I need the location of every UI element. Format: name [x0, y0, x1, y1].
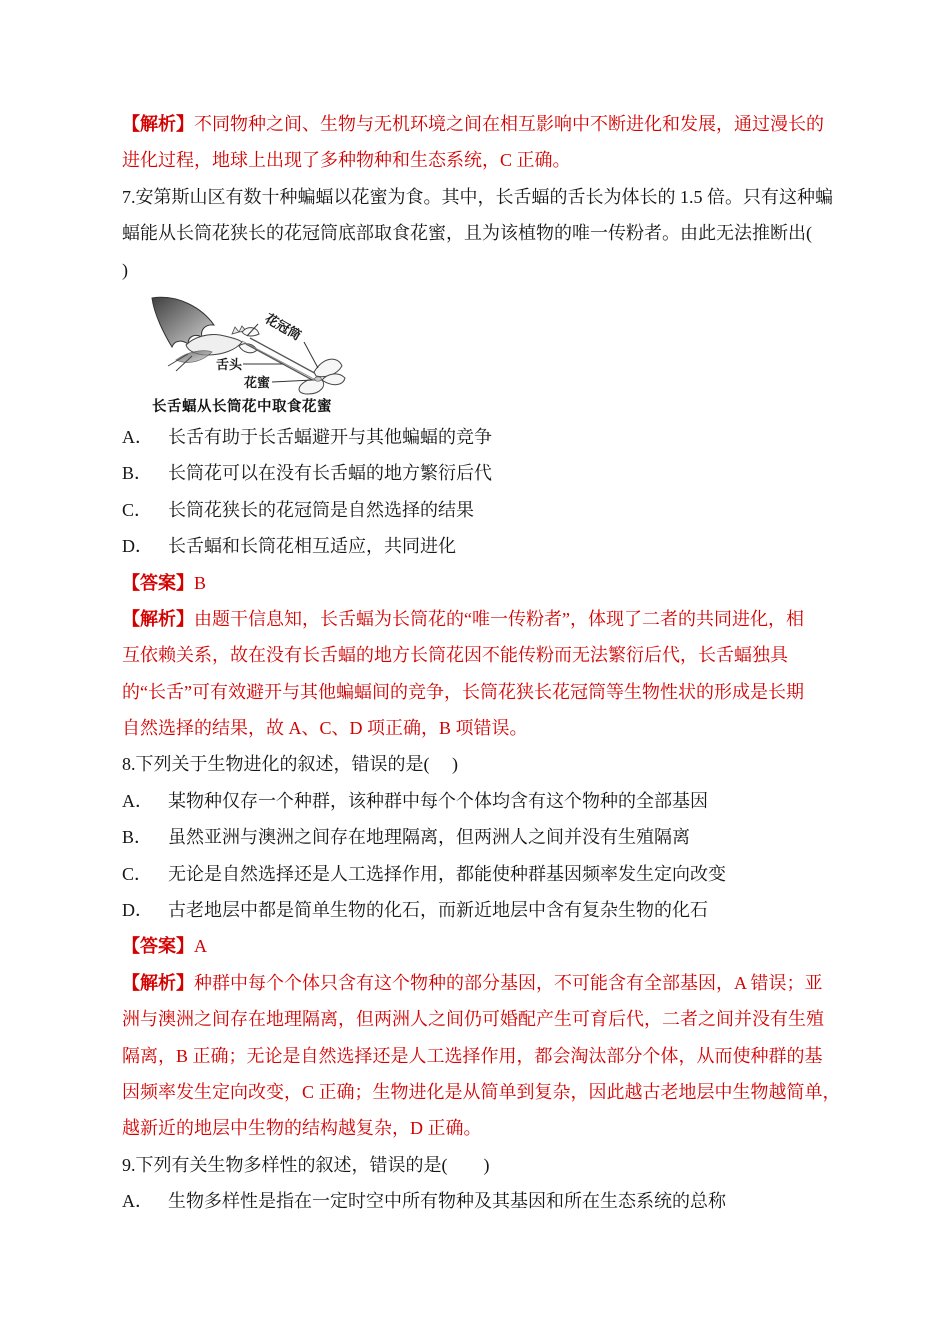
figure-label-tongue: 舌头	[216, 356, 243, 372]
option-text: 长筒花可以在没有长舌蝠的地方繁衍后代	[168, 463, 492, 484]
question-8-analysis-line: 因频率发生定向改变，C 正确；生物进化是从简单到复杂，因此越古老地层中生物越简单，	[122, 1081, 841, 1102]
question-8-analysis-line	[122, 965, 838, 1001]
question-8-option-d	[122, 892, 838, 928]
answer-value: B	[194, 572, 207, 593]
option-letter: B．	[122, 827, 153, 848]
question-7-analysis-line: 互依赖关系，故在没有长舌蝠的地方长筒花因不能传粉而无法繁衍后代，长舌蝠独具	[122, 645, 788, 666]
document-content	[122, 106, 841, 1220]
question-7-option-d	[122, 528, 838, 564]
bat-flower-illustration	[146, 294, 362, 398]
question-7-stem-line: 7.安第斯山区有数十种蝙蝠以花蜜为食。其中，长舌蝠的舌长为体长的 1.5 倍。只有这种蝙	[122, 186, 833, 207]
question-7-stem-line: )	[122, 259, 128, 280]
option-text: 长筒花狭长的花冠筒是自然选择的结果	[168, 499, 474, 520]
option-text: 生物多样性是指在一定时空中所有物种及其基因和所在生态系统的总称	[168, 1191, 726, 1212]
option-text: 长舌有助于长舌蝠避开与其他蝙蝠的竞争	[168, 426, 492, 447]
option-text: 某物种仅存一个种群，该种群中每个个体均含有这个物种的全部基因	[168, 790, 708, 811]
analysis-text: 种群中每个个体只含有这个物种的部分基因，不可能含有全部基因，A 错误；亚	[194, 972, 823, 993]
question-7-stem-line: 蝠能从长筒花狭长的花冠筒底部取食花蜜，且为该植物的唯一传粉者。由此无法推断出(	[122, 223, 812, 244]
question-8-option-c	[122, 856, 838, 892]
analysis-text: 由题干信息知，长舌蝠为长筒花的“唯一传粉者”，体现了二者的共同进化，相	[194, 608, 804, 629]
analysis-text: 不同物种之间、生物与无机环境之间在相互影响中不断进化和发展，通过漫长的	[194, 114, 824, 134]
option-letter: B．	[122, 463, 153, 484]
question-8-option-a	[122, 783, 838, 819]
question-9-option-a	[122, 1183, 838, 1219]
analysis-paragraph-line: 进化过程，地球上出现了多种物种和生态系统，C 正确。	[122, 150, 571, 171]
figure-caption: 长舌蝠从长筒花中取食花蜜	[152, 398, 332, 415]
option-text: 虽然亚洲与澳洲之间存在地理隔离，但两洲人之间并没有生殖隔离	[168, 827, 690, 848]
analysis-label: 【解析】	[122, 972, 194, 993]
figure-label-nectar: 花蜜	[244, 374, 271, 390]
question-7-option-c	[122, 492, 838, 528]
question-8-analysis-line: 越新近的地层中生物的结构越复杂，D 正确。	[122, 1118, 482, 1139]
analysis-paragraph-line	[122, 106, 838, 142]
figure-label-corolla-tube: 花冠筒	[262, 310, 304, 344]
option-letter: D．	[122, 900, 153, 921]
option-text: 长舌蝠和长筒花相互适应，共同进化	[168, 536, 456, 557]
bat-flower-figure	[146, 294, 362, 415]
option-letter: D．	[122, 536, 153, 557]
question-8-analysis-line: 洲与澳洲之间存在地理隔离，但两洲人之间仍可婚配产生可育后代，二者之间并没有生殖	[122, 1009, 824, 1030]
question-8-answer-row	[122, 928, 838, 964]
analysis-label: 【解析】	[122, 114, 194, 134]
option-letter: C．	[122, 499, 153, 520]
option-letter: A．	[122, 790, 153, 811]
question-7-analysis-line: 自然选择的结果，故 A、C、D 项正确，B 项错误。	[122, 718, 528, 739]
option-letter: A．	[122, 426, 153, 447]
question-7-analysis-line: 的“长舌”可有效避开与其他蝙蝠间的竞争，长筒花狭长花冠筒等生物性状的形成是长期	[122, 681, 804, 702]
question-8-stem: 8.下列关于生物进化的叙述，错误的是( )	[122, 754, 458, 775]
question-7-option-b	[122, 455, 838, 491]
option-letter: C．	[122, 863, 153, 884]
answer-label: 【答案】	[122, 572, 194, 593]
answer-label: 【答案】	[122, 936, 194, 957]
option-text: 古老地层中都是简单生物的化石，而新近地层中含有复杂生物的化石	[168, 900, 708, 921]
question-7-answer-row	[122, 565, 838, 601]
option-letter: A．	[122, 1191, 153, 1212]
question-8-analysis-line: 隔离，B 正确；无论是自然选择还是人工选择作用，都会淘汰部分个体，从而使种群的基	[122, 1045, 823, 1066]
question-9-stem: 9.下列有关生物多样性的叙述，错误的是( )	[122, 1154, 490, 1175]
answer-value: A	[194, 936, 207, 957]
analysis-label: 【解析】	[122, 608, 194, 629]
question-7-analysis-line	[122, 601, 838, 637]
question-7-option-a	[122, 419, 838, 455]
option-text: 无论是自然选择还是人工选择作用，都能使种群基因频率发生定向改变	[168, 863, 726, 884]
question-8-option-b	[122, 819, 838, 855]
